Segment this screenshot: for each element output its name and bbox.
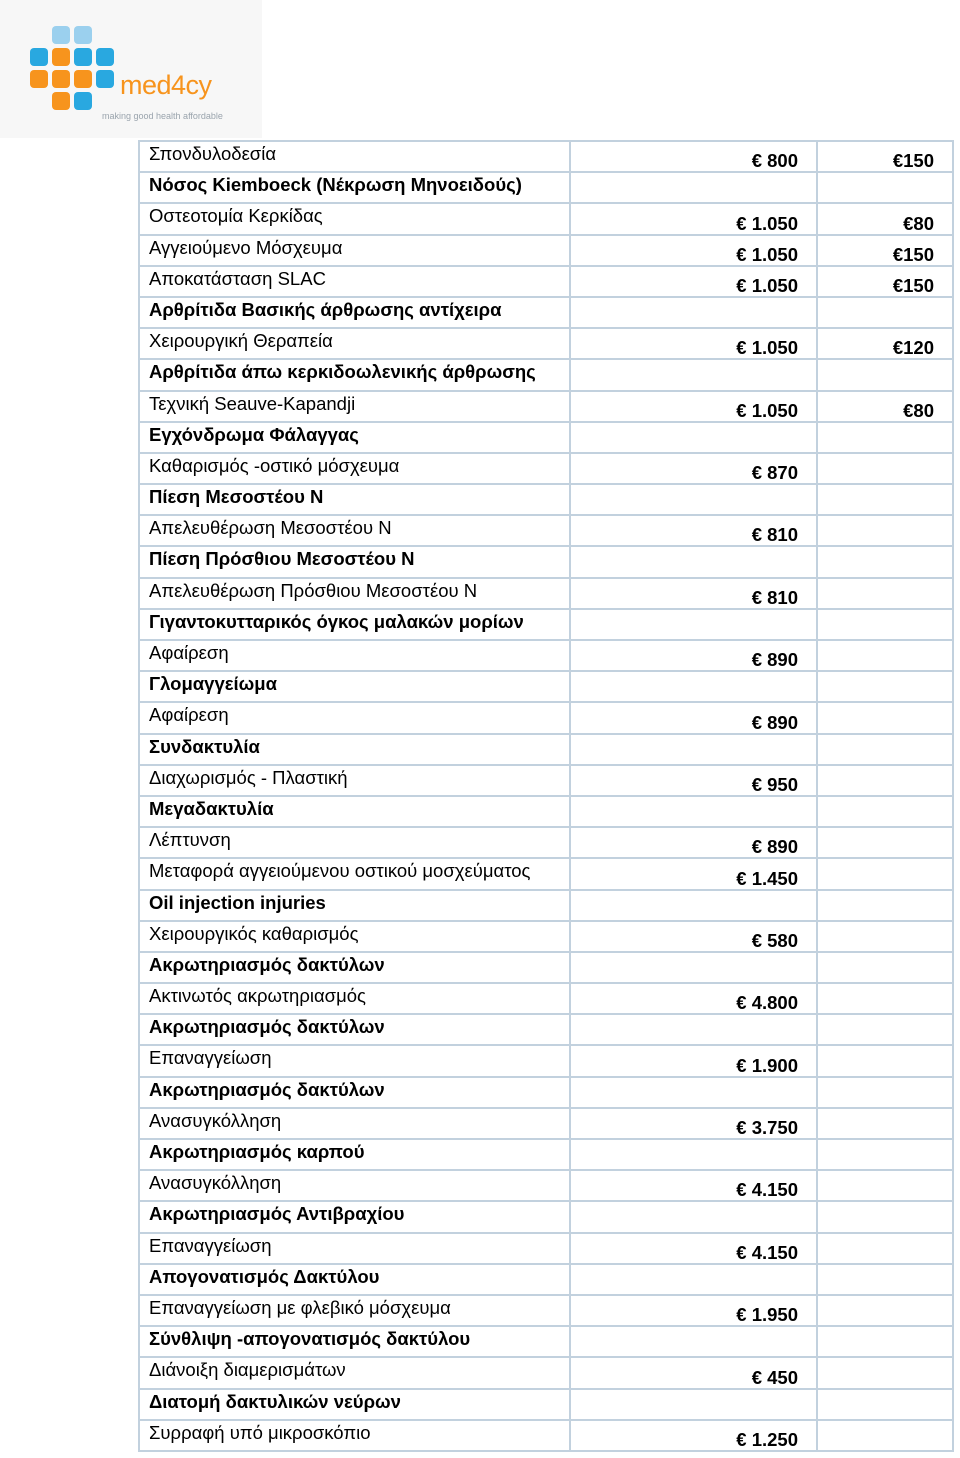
table-row — [139, 890, 953, 921]
row-name-text: Γλομαγγείωμα — [149, 673, 277, 695]
surgeon-fee — [570, 827, 817, 858]
extra-fee — [817, 1170, 953, 1201]
table-row — [139, 546, 953, 577]
table-row — [139, 952, 953, 983]
row-name-text: Διάνοιξη διαμερισμάτων — [149, 1359, 346, 1381]
surgeon-fee-value: € 890 — [751, 711, 798, 733]
row-name-text: Απελευθέρωση Πρόσθιου Μεσοστέου Ν — [149, 579, 478, 601]
procedure-name — [139, 1108, 570, 1139]
row-name-text: Ανασυγκόλληση — [149, 1109, 282, 1131]
extra-fee — [817, 546, 953, 577]
surgeon-fee — [570, 1108, 817, 1139]
section-heading — [139, 1014, 570, 1045]
surgeon-fee — [570, 484, 817, 515]
row-name-text: Εγχόνδρωμα Φάλαγγας — [149, 423, 359, 445]
surgeon-fee-value: € 3.750 — [736, 1117, 798, 1138]
surgeon-fee — [570, 141, 817, 172]
surgeon-fee — [570, 609, 817, 640]
surgeon-fee — [570, 422, 817, 453]
table-row — [139, 1264, 953, 1295]
extra-fee-value: €150 — [892, 150, 934, 172]
extra-fee — [817, 827, 953, 858]
extra-fee — [817, 1326, 953, 1357]
surgeon-fee — [570, 640, 817, 671]
table-row — [139, 1014, 953, 1045]
extra-fee — [817, 422, 953, 453]
surgeon-fee-value: € 1.050 — [736, 337, 798, 359]
surgeon-fee-value: € 4.150 — [736, 1179, 798, 1201]
row-name-text: Ακρωτηριασμός δακτύλων — [149, 953, 385, 975]
table-row — [139, 297, 953, 328]
procedure-name — [139, 1170, 570, 1201]
procedure-name — [139, 921, 570, 952]
procedure-name — [139, 1420, 570, 1451]
row-name-text: Oil injection injuries — [149, 891, 326, 913]
table-row — [139, 827, 953, 858]
extra-fee — [817, 359, 953, 390]
surgeon-fee — [570, 671, 817, 702]
extra-fee — [817, 640, 953, 671]
row-name-text: Ακρωτηριασμός καρπού — [149, 1141, 365, 1162]
surgeon-fee-value: € 580 — [751, 929, 798, 951]
row-name-text: Απελευθέρωση Μεσοστέου Ν — [149, 517, 392, 539]
extra-fee — [817, 1264, 953, 1295]
surgeon-fee-value: € 1.950 — [736, 1304, 798, 1326]
table-row — [139, 734, 953, 765]
table-row — [139, 921, 953, 952]
surgeon-fee — [570, 1014, 817, 1045]
row-name-text: Επαναγγείωση — [149, 1047, 272, 1069]
section-heading — [139, 796, 570, 827]
extra-fee — [817, 609, 953, 640]
section-heading — [139, 1264, 570, 1295]
surgeon-fee-value: € 810 — [751, 586, 798, 608]
row-name-text: Ανασυγκόλληση — [149, 1172, 282, 1194]
extra-fee — [817, 328, 953, 359]
procedure-name — [139, 983, 570, 1014]
extra-fee — [817, 1201, 953, 1232]
section-heading — [139, 1077, 570, 1108]
procedure-name — [139, 702, 570, 733]
row-name-text: Τεχνική Seauve-Kapandji — [149, 392, 356, 414]
row-name-text: Ακρωτηριασμός δακτύλων — [149, 1078, 385, 1100]
extra-fee — [817, 1139, 953, 1170]
surgeon-fee — [570, 235, 817, 266]
extra-fee — [817, 765, 953, 796]
extra-fee — [817, 1357, 953, 1388]
extra-fee — [817, 983, 953, 1014]
procedure-name — [139, 203, 570, 234]
table-row — [139, 235, 953, 266]
procedure-name — [139, 1233, 570, 1264]
procedure-name — [139, 1357, 570, 1388]
procedure-name — [139, 235, 570, 266]
surgeon-fee-value: € 1.900 — [736, 1054, 798, 1076]
surgeon-fee — [570, 515, 817, 546]
surgeon-fee — [570, 578, 817, 609]
row-name-text: Αφαίρεση — [149, 642, 229, 663]
table-row — [139, 765, 953, 796]
extra-fee — [817, 1108, 953, 1139]
surgeon-fee-value: € 1.050 — [736, 243, 798, 265]
row-name-text: Ακρωτηριασμός Αντιβραχίου — [149, 1203, 405, 1225]
surgeon-fee — [570, 1045, 817, 1076]
surgeon-fee — [570, 1295, 817, 1326]
table-row — [139, 484, 953, 515]
price-table — [138, 140, 954, 1452]
surgeon-fee — [570, 952, 817, 983]
surgeon-fee — [570, 734, 817, 765]
procedure-name — [139, 328, 570, 359]
extra-fee — [817, 1420, 953, 1451]
surgeon-fee-value: € 1.050 — [736, 212, 798, 234]
surgeon-fee — [570, 1077, 817, 1108]
procedure-name — [139, 1295, 570, 1326]
table-row — [139, 328, 953, 359]
row-name-text: Λέπτυνση — [149, 829, 231, 851]
section-heading — [139, 1389, 570, 1420]
section-heading — [139, 734, 570, 765]
table-row — [139, 172, 953, 203]
surgeon-fee — [570, 702, 817, 733]
extra-fee-value: €120 — [892, 337, 934, 359]
procedure-name — [139, 391, 570, 422]
section-heading — [139, 359, 570, 390]
table-row — [139, 1326, 953, 1357]
procedure-name — [139, 515, 570, 546]
table-row — [139, 671, 953, 702]
table-row — [139, 858, 953, 889]
surgeon-fee — [570, 1264, 817, 1295]
procedure-name — [139, 266, 570, 297]
table-row — [139, 578, 953, 609]
table-row — [139, 1108, 953, 1139]
extra-fee-value: €80 — [903, 212, 934, 234]
row-name-text: Μεγαδακτυλία — [149, 797, 274, 819]
row-name-text: Αφαίρεση — [149, 704, 229, 726]
extra-fee — [817, 952, 953, 983]
surgeon-fee-value: € 1.250 — [736, 1428, 798, 1450]
row-name-text: Νόσος Kiemboeck (Νέκρωση Μηνοειδούς) — [149, 174, 522, 196]
table-row — [139, 1233, 953, 1264]
extra-fee — [817, 235, 953, 266]
procedure-name — [139, 827, 570, 858]
table-row — [139, 515, 953, 546]
table-row — [139, 266, 953, 297]
surgeon-fee — [570, 1389, 817, 1420]
logo-name: med4cy — [120, 70, 212, 100]
surgeon-fee — [570, 1326, 817, 1357]
surgeon-fee — [570, 890, 817, 921]
extra-fee — [817, 734, 953, 765]
row-name-text: Αρθρίτιδα άπω κερκιδοωλενικής άρθρωσης — [149, 361, 536, 383]
surgeon-fee — [570, 546, 817, 577]
procedure-name — [139, 858, 570, 889]
row-name-text: Αρθρίτιδα Βασικής άρθρωσης αντίχειρα — [149, 298, 502, 320]
table-row — [139, 422, 953, 453]
extra-fee — [817, 391, 953, 422]
extra-fee — [817, 1077, 953, 1108]
surgeon-fee-value: € 4.800 — [736, 992, 798, 1014]
row-name-text: Χειρουργικός καθαρισμός — [149, 922, 359, 944]
surgeon-fee-value: € 1.050 — [736, 274, 798, 296]
table-row — [139, 702, 953, 733]
table-row — [139, 359, 953, 390]
price-table-body — [139, 141, 953, 1451]
surgeon-fee — [570, 172, 817, 203]
row-name-text: Συρραφή υπό μικροσκόπιο — [149, 1421, 371, 1443]
extra-fee — [817, 578, 953, 609]
surgeon-fee — [570, 328, 817, 359]
section-heading — [139, 422, 570, 453]
row-name-text: Σπονδυλοδεσία — [149, 143, 277, 164]
extra-fee — [817, 266, 953, 297]
table-row — [139, 1170, 953, 1201]
table-row — [139, 1420, 953, 1451]
row-name-text: Ακρωτηριασμός δακτύλων — [149, 1016, 385, 1038]
extra-fee — [817, 702, 953, 733]
surgeon-fee — [570, 1201, 817, 1232]
row-name-text: Απογονατισμός Δακτύλου — [149, 1265, 380, 1287]
row-name-text: Διατομή δακτυλικών νεύρων — [149, 1390, 401, 1412]
surgeon-fee-value: € 810 — [751, 524, 798, 546]
extra-fee-value: €150 — [892, 243, 934, 265]
procedure-name — [139, 453, 570, 484]
extra-fee — [817, 890, 953, 921]
extra-fee — [817, 1233, 953, 1264]
procedure-name — [139, 1045, 570, 1076]
section-heading — [139, 609, 570, 640]
procedure-name — [139, 765, 570, 796]
table-row — [139, 1357, 953, 1388]
extra-fee — [817, 796, 953, 827]
surgeon-fee — [570, 858, 817, 889]
table-row — [139, 796, 953, 827]
logo — [0, 0, 262, 138]
row-name-text: Πίεση Μεσοστέου Ν — [149, 486, 324, 508]
row-name-text: Επαναγγείωση — [149, 1234, 272, 1256]
surgeon-fee — [570, 1420, 817, 1451]
procedure-name — [139, 640, 570, 671]
section-heading — [139, 172, 570, 203]
table-row — [139, 640, 953, 671]
extra-fee — [817, 203, 953, 234]
surgeon-fee — [570, 921, 817, 952]
row-name-text: Χειρουργική Θεραπεία — [149, 330, 333, 352]
section-heading — [139, 1139, 570, 1170]
row-name-text: Οστεοτομία Κερκίδας — [149, 205, 323, 227]
section-heading — [139, 297, 570, 328]
row-name-text: Γιγαντοκυτταρικός όγκος μαλακών μορίων — [149, 610, 524, 632]
extra-fee — [817, 1295, 953, 1326]
surgeon-fee — [570, 453, 817, 484]
surgeon-fee-value: € 870 — [751, 462, 798, 484]
extra-fee — [817, 1045, 953, 1076]
extra-fee — [817, 172, 953, 203]
row-name-text: Μεταφορά αγγειούμενου οστικού μοσχεύματος — [149, 860, 531, 882]
extra-fee — [817, 453, 953, 484]
row-name-text: Ακτινωτός ακρωτηριασμός — [149, 985, 366, 1007]
extra-fee — [817, 671, 953, 702]
section-heading — [139, 671, 570, 702]
procedure-name — [139, 578, 570, 609]
surgeon-fee — [570, 359, 817, 390]
row-name-text: Καθαρισμός -οστικό μόσχευμα — [149, 454, 400, 476]
surgeon-fee — [570, 266, 817, 297]
table-row — [139, 983, 953, 1014]
extra-fee — [817, 141, 953, 172]
row-name-text: Επαναγγείωση με φλεβικό μόσχευμα — [149, 1296, 451, 1318]
section-heading — [139, 484, 570, 515]
table-row — [139, 391, 953, 422]
logo-tagline: making good health affordable — [102, 111, 223, 121]
procedure-name — [139, 141, 570, 172]
surgeon-fee-value: € 4.150 — [736, 1241, 798, 1263]
surgeon-fee — [570, 297, 817, 328]
surgeon-fee — [570, 1139, 817, 1170]
extra-fee-value: €80 — [903, 399, 934, 421]
surgeon-fee — [570, 983, 817, 1014]
surgeon-fee — [570, 1357, 817, 1388]
table-row — [139, 1077, 953, 1108]
surgeon-fee-value: € 890 — [751, 649, 798, 671]
table-row — [139, 203, 953, 234]
section-heading — [139, 546, 570, 577]
row-name-text: Σύνθλιψη -απογονατισμός δακτύλου — [149, 1328, 471, 1350]
extra-fee — [817, 1014, 953, 1045]
table-row — [139, 1295, 953, 1326]
extra-fee — [817, 921, 953, 952]
row-name-text: Πίεση Πρόσθιου Μεσοστέου Ν — [149, 548, 415, 570]
row-name-text: Αποκατάσταση SLAC — [149, 267, 326, 289]
table-row — [139, 453, 953, 484]
section-heading — [139, 1201, 570, 1232]
surgeon-fee — [570, 1170, 817, 1201]
extra-fee — [817, 484, 953, 515]
surgeon-fee — [570, 1233, 817, 1264]
section-heading — [139, 1326, 570, 1357]
surgeon-fee-value: € 1.450 — [736, 867, 798, 889]
table-row — [139, 1389, 953, 1420]
table-row — [139, 1139, 953, 1170]
surgeon-fee-value: € 890 — [751, 836, 798, 858]
surgeon-fee — [570, 765, 817, 796]
row-name-text: Αγγειούμενο Μόσχευμα — [149, 236, 343, 258]
surgeon-fee — [570, 796, 817, 827]
extra-fee — [817, 858, 953, 889]
surgeon-fee-value: € 1.050 — [736, 399, 798, 421]
surgeon-fee-value: € 950 — [751, 773, 798, 795]
table-row — [139, 1045, 953, 1076]
row-name-text: Συνδακτυλία — [149, 735, 260, 757]
extra-fee-value: €150 — [892, 274, 934, 296]
table-row — [139, 141, 953, 172]
row-name-text: Διαχωρισμός - Πλαστική — [149, 766, 348, 788]
surgeon-fee — [570, 203, 817, 234]
section-heading — [139, 890, 570, 921]
extra-fee — [817, 515, 953, 546]
surgeon-fee — [570, 391, 817, 422]
table-row — [139, 609, 953, 640]
extra-fee — [817, 297, 953, 328]
table-row — [139, 1201, 953, 1232]
section-heading — [139, 952, 570, 983]
surgeon-fee-value: € 450 — [751, 1366, 798, 1388]
surgeon-fee-value: € 800 — [751, 150, 798, 172]
extra-fee — [817, 1389, 953, 1420]
